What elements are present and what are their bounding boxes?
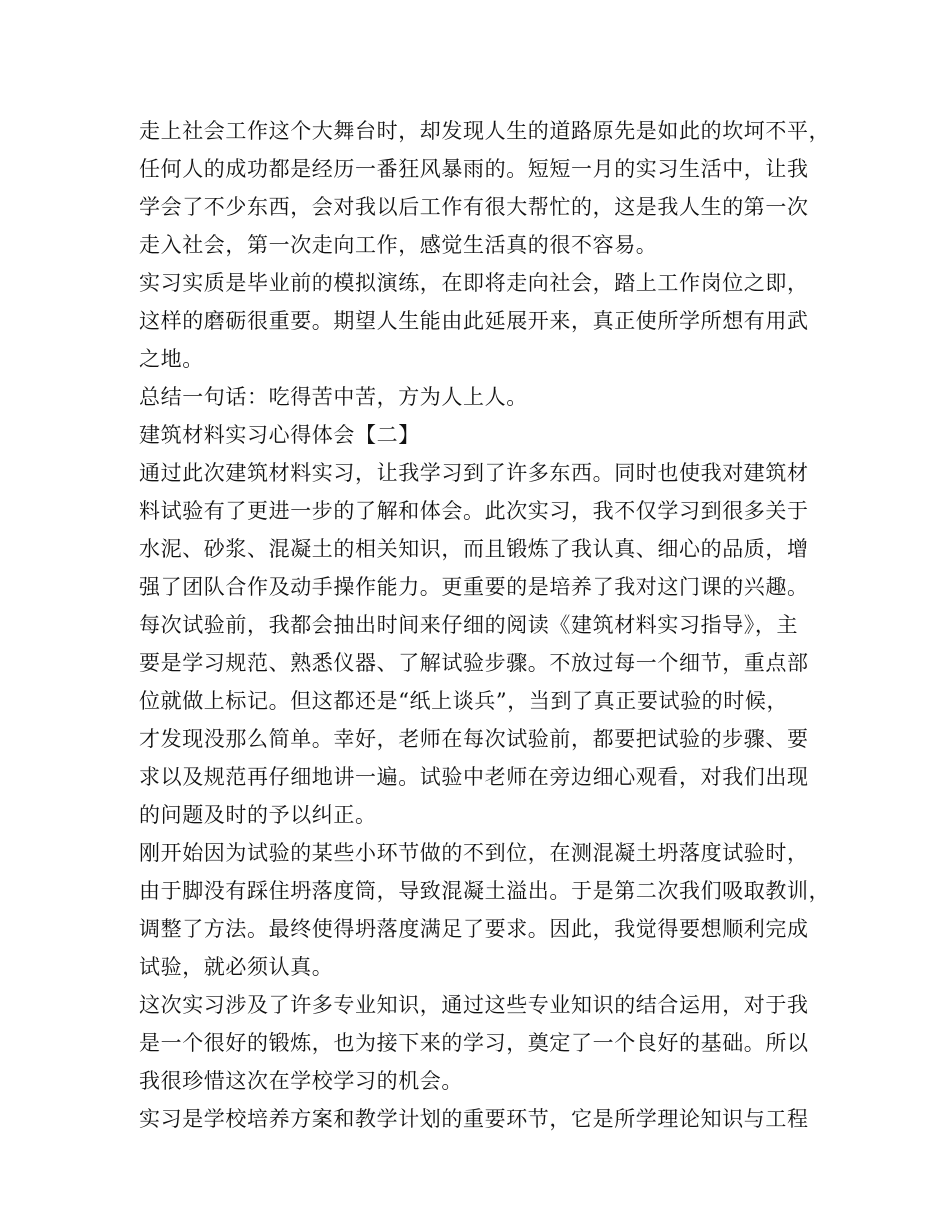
text-line: 水泥、砂浆、混凝土的相关知识，而且锻炼了我认真、细心的品质，增	[139, 537, 809, 561]
text-line: 求以及规范再仔细地讲一遍。试验中老师在旁边细心观看，对我们出现	[139, 765, 809, 789]
document-body	[139, 112, 839, 1138]
section-heading: 建筑材料实习心得体会【二】	[139, 423, 420, 447]
text-line: 走上社会工作这个大舞台时，却发现人生的道路原先是如此的坎坷不平，	[139, 119, 831, 143]
text-line: 料试验有了更进一步的了解和体会。此次实习，我不仅学习到很多关于	[139, 499, 809, 523]
text-line: 实习实质是毕业前的模拟演练，在即将走向社会，踏上工作岗位之即，	[139, 271, 809, 295]
text-line: 位就做上标记。但这都还是“纸上谈兵”，当到了真正要试验的时候，	[139, 689, 789, 713]
text-line: 实习是学校培养方案和教学计划的重要环节，它是所学理论知识与工程	[139, 1107, 809, 1131]
text-line: 要是学习规范、熟悉仪器、了解试验步骤。不放过每一个细节，重点部	[139, 651, 809, 675]
text-line: 由于脚没有踩住坍落度筒，导致混凝土溢出。于是第二次我们吸取教训，	[139, 879, 831, 903]
text-line: 我很珍惜这次在学校学习的机会。	[139, 1069, 463, 1093]
text-line: 总结一句话：吃得苦中苦，方为人上人。	[139, 385, 528, 409]
text-line: 任何人的成功都是经历一番狂风暴雨的。短短一月的实习生活中，让我	[139, 157, 809, 181]
text-line: 的问题及时的予以纠正。	[139, 803, 377, 827]
text-line: 强了团队合作及动手操作能力。更重要的是培养了我对这门课的兴趣。	[139, 575, 809, 599]
text-line: 调整了方法。最终使得坍落度满足了要求。因此，我觉得要想顺利完成	[139, 917, 809, 941]
text-line: 每次试验前，我都会抽出时间来仔细的阅读《建筑材料实习指导》，主	[139, 613, 799, 637]
text-line: 这次实习涉及了许多专业知识，通过这些专业知识的结合运用，对于我	[139, 993, 809, 1017]
text-line: 刚开始因为试验的某些小环节做的不到位，在测混凝土坍落度试验时，	[139, 841, 809, 865]
text-line: 这样的磨砺很重要。期望人生能由此延展开来，真正使所学所想有用武	[139, 309, 809, 333]
text-line: 是一个很好的锻炼，也为接下来的学习，奠定了一个良好的基础。所以	[139, 1031, 809, 1055]
text-line: 试验，就必须认真。	[139, 955, 334, 979]
text-line: 之地。	[139, 347, 204, 371]
text-line: 学会了不少东西，会对我以后工作有很大帮忙的，这是我人生的第一次	[139, 195, 809, 219]
text-line: 通过此次建筑材料实习，让我学习到了许多东西。同时也使我对建筑材	[139, 461, 809, 485]
text-line: 才发现没那么简单。幸好，老师在每次试验前，都要把试验的步骤、要	[139, 727, 809, 751]
text-line: 走入社会，第一次走向工作，感觉生活真的很不容易。	[139, 233, 658, 257]
